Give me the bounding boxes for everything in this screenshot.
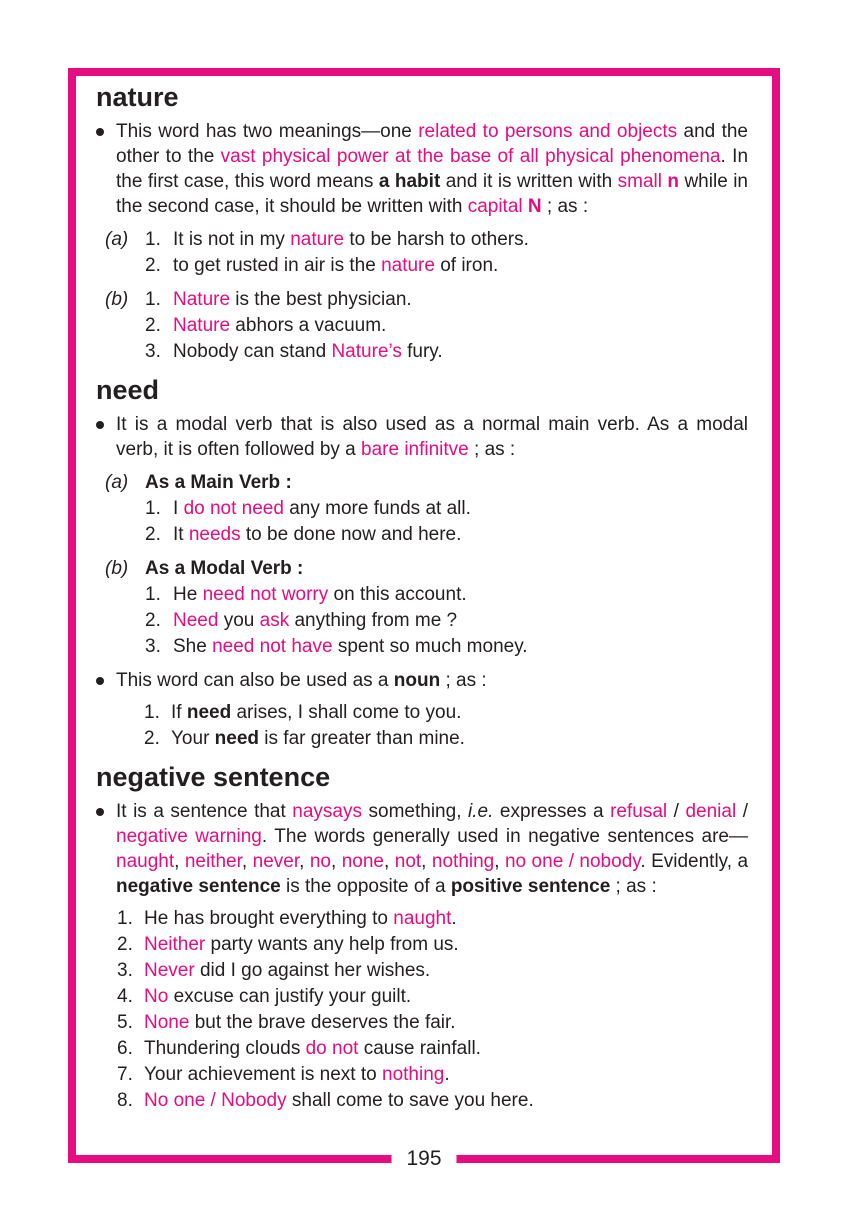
text-segment: This word can also be used as a [116,670,394,691]
text-segment: She [173,636,213,657]
text-segment: ; as : [541,196,589,217]
text-segment: , [174,851,185,872]
item-number: 1. [145,584,161,605]
text-segment: , [331,851,342,872]
list-item [117,1010,748,1036]
list-item [117,1062,748,1088]
bullet-paragraph [96,668,748,693]
text-segment: No [144,986,169,1007]
item-number: 5. [117,1012,133,1033]
list-item [145,608,748,634]
list-item [117,906,748,932]
text-segment: do not need [183,498,284,519]
text-segment: naught [116,851,175,872]
item-number: 1. [117,908,133,929]
text-segment: positive sentence [450,876,611,897]
item-number: 2. [145,255,161,276]
item-number: 1. [145,289,161,310]
list-heading: As a Main Verb : [145,472,292,493]
item-text [171,726,748,752]
text-segment: need not have [212,636,333,657]
item-number: 8. [117,1090,133,1111]
lettered-list-body [145,470,748,548]
text-segment: need not worry [202,584,329,605]
bullet-paragraph [96,799,748,899]
text-segment: need [186,702,232,723]
text-segment: If [171,702,187,723]
text-segment: It is not in my [173,229,291,250]
page-number: 195 [391,1147,456,1171]
list-letter-label: (a) [105,472,129,493]
text-segment: It is a modal verb that is also used as a normal main verb. As a modal verb, it is often followed by a [116,414,748,460]
text-segment: I [173,498,184,519]
lettered-list [105,470,748,548]
list-heading: As a Modal Verb : [145,558,304,579]
item-text [173,634,748,660]
text-segment: neither [184,851,242,872]
item-text [173,522,748,548]
text-segment: Nobody can stand [173,341,332,362]
text-segment: , [299,851,310,872]
text-segment: shall come to save you here. [286,1090,534,1111]
entry-need [96,375,748,752]
text-segment: Your achievement is next to [144,1064,382,1085]
text-segment: Nature [173,315,231,336]
item-text [173,608,748,634]
text-segment: vast physical power at the base of all physical phenomena [220,146,721,167]
list-item [145,339,748,365]
item-text [173,582,748,608]
text-segment: anything from me ? [289,610,458,631]
text-segment: on this account. [328,584,467,605]
list-letter-label: (b) [105,289,129,310]
item-text [144,932,748,958]
item-text [144,1036,748,1062]
text-segment: Your [171,728,215,749]
entry-negative-sentence [96,762,748,1114]
text-segment: none [341,851,385,872]
text-segment: . In the first case, this word means [116,146,749,192]
text-segment: no [309,851,331,872]
list-item [145,313,748,339]
lettered-list-body [145,287,748,365]
bullet-icon [96,668,116,693]
list-item [145,522,748,548]
bullet-paragraph [96,119,748,219]
bullet-icon [96,412,116,462]
list-item [145,582,748,608]
item-text [144,906,748,932]
text-segment: abhors a vacuum. [230,315,387,336]
item-text [173,496,748,522]
item-number: 3. [117,960,133,981]
item-number: 3. [145,636,161,657]
item-number: 1. [144,702,160,723]
text-segment: N [527,196,542,217]
list-item [145,287,748,313]
text-segment: to get rusted in air is the [173,255,382,276]
item-number: 2. [117,934,133,955]
text-segment: did I go against her wishes. [194,960,431,981]
text-segment: while in the second case, it should be written with [116,171,748,217]
text-segment: Never [144,960,195,981]
text-segment: is the best physician. [230,289,412,310]
page-frame [68,68,780,1170]
text-segment: bare infinitve [361,439,469,460]
item-number: 1. [145,498,161,519]
lettered-list [105,227,748,279]
text-segment: ask [259,610,290,631]
text-segment: a habit [378,171,441,192]
entry-title: nature [96,82,179,112]
text-segment: None [144,1012,190,1033]
item-number: 3. [145,341,161,362]
item-number: 2. [145,315,161,336]
lettered-list-body [145,227,748,279]
text-segment: but the brave deserves the fair. [189,1012,456,1033]
item-number: 4. [117,986,133,1007]
text-segment: Neither [144,934,206,955]
item-number: 2. [144,728,160,749]
text-segment: expresses a [493,801,611,822]
paragraph-text [116,799,748,899]
entry-nature [96,82,748,365]
text-segment: No one / Nobody [144,1090,287,1111]
text-segment: is far greater than mine. [259,728,465,749]
text-segment: to be harsh to others. [344,229,529,250]
text-segment: spent so much money. [332,636,528,657]
text-segment: arises, I shall come to you. [231,702,462,723]
item-text [173,227,748,253]
text-segment: negative warning [116,826,262,847]
text-segment: i.e. [468,801,494,822]
text-segment: and the other to the [116,121,748,167]
text-segment: any more funds at all. [283,498,471,519]
numbered-list [144,700,748,752]
text-segment: related to persons and objects [418,121,678,142]
text-segment: fury. [401,341,443,362]
item-text [173,313,748,339]
lettered-list-body [145,556,748,660]
text-segment: / [736,801,749,822]
list-item [145,253,748,279]
text-segment: Nature’s [331,341,402,362]
text-segment: . [451,908,457,929]
text-segment: to be done now and here. [240,524,462,545]
text-segment: no one / nobody [504,851,641,872]
list-item [145,496,748,522]
paragraph-text [116,412,748,462]
numbered-list [117,906,748,1114]
text-segment: nothing [431,851,495,872]
text-segment: It is a sentence that [116,801,293,822]
item-text [144,984,748,1010]
text-segment: you [218,610,260,631]
bullet-icon [96,799,116,899]
text-segment: cause rainfall. [358,1038,481,1059]
list-letter-label: (b) [105,558,129,579]
list-item [117,984,748,1010]
list-item [117,932,748,958]
item-number: 2. [145,524,161,545]
text-segment: It [173,524,189,545]
list-letter-label: (a) [105,229,129,250]
text-segment: He has brought everything to [144,908,394,929]
text-segment: Need [173,610,219,631]
text-segment: ; as : [440,670,487,691]
text-segment: and it is written with [440,171,618,192]
text-segment: Thundering clouds [144,1038,306,1059]
text-segment: naysays [292,801,362,822]
lettered-list [105,556,748,660]
item-text [171,700,748,726]
text-segment: , [241,851,253,872]
item-text [144,1062,748,1088]
text-segment: negative sentence [116,876,281,897]
text-segment: n [667,171,680,192]
text-segment: He [173,584,203,605]
item-number: 6. [117,1038,133,1059]
text-segment: naught [393,908,452,929]
item-text [144,958,748,984]
text-segment: ; as : [610,876,657,897]
page-content [76,76,772,1114]
text-segment: ; as : [468,439,516,460]
text-segment: nature [381,255,435,276]
list-item [145,634,748,660]
text-segment: , [421,851,432,872]
item-text [173,339,748,365]
list-item [144,700,748,726]
text-segment: needs [188,524,241,545]
list-item [117,1088,748,1114]
paragraph-text [116,119,748,219]
text-segment: do not [305,1038,359,1059]
list-item [117,958,748,984]
text-segment: nature [290,229,345,250]
text-segment: . Evidently, a [640,851,749,872]
entry-title: need [96,375,160,405]
paragraph-text [116,668,748,693]
item-number: 7. [117,1064,133,1085]
text-segment: . [444,1064,450,1085]
lettered-list [105,287,748,365]
text-segment: nothing [382,1064,445,1085]
text-segment: is the opposite of a [280,876,451,897]
text-segment: not [394,851,422,872]
item-number: 2. [145,610,161,631]
text-segment: party wants any help from us. [205,934,459,955]
entry-title: negative sentence [96,762,331,792]
item-number: 1. [145,229,161,250]
list-item [144,726,748,752]
text-segment: refusal [610,801,668,822]
bullet-icon [96,119,116,219]
list-item [117,1036,748,1062]
text-segment: never [252,851,300,872]
text-segment: need [214,728,260,749]
text-segment: , [494,851,505,872]
text-segment: denial [685,801,737,822]
text-segment: This word has two meanings—one [116,121,419,142]
text-segment: of iron. [434,255,499,276]
text-segment: excuse can justify your guilt. [168,986,412,1007]
item-text [144,1010,748,1036]
text-segment: / [667,801,686,822]
item-text [173,253,748,279]
item-text [144,1088,748,1114]
text-segment: something, [362,801,468,822]
text-segment: , [384,851,395,872]
text-segment: noun [393,670,441,691]
text-segment: Nature [173,289,231,310]
text-segment: small [617,171,668,192]
list-item [145,227,748,253]
text-segment: capital [467,196,528,217]
item-text [173,287,748,313]
bullet-paragraph [96,412,748,462]
text-segment: . The words generally used in negative sentences are— [261,826,749,847]
